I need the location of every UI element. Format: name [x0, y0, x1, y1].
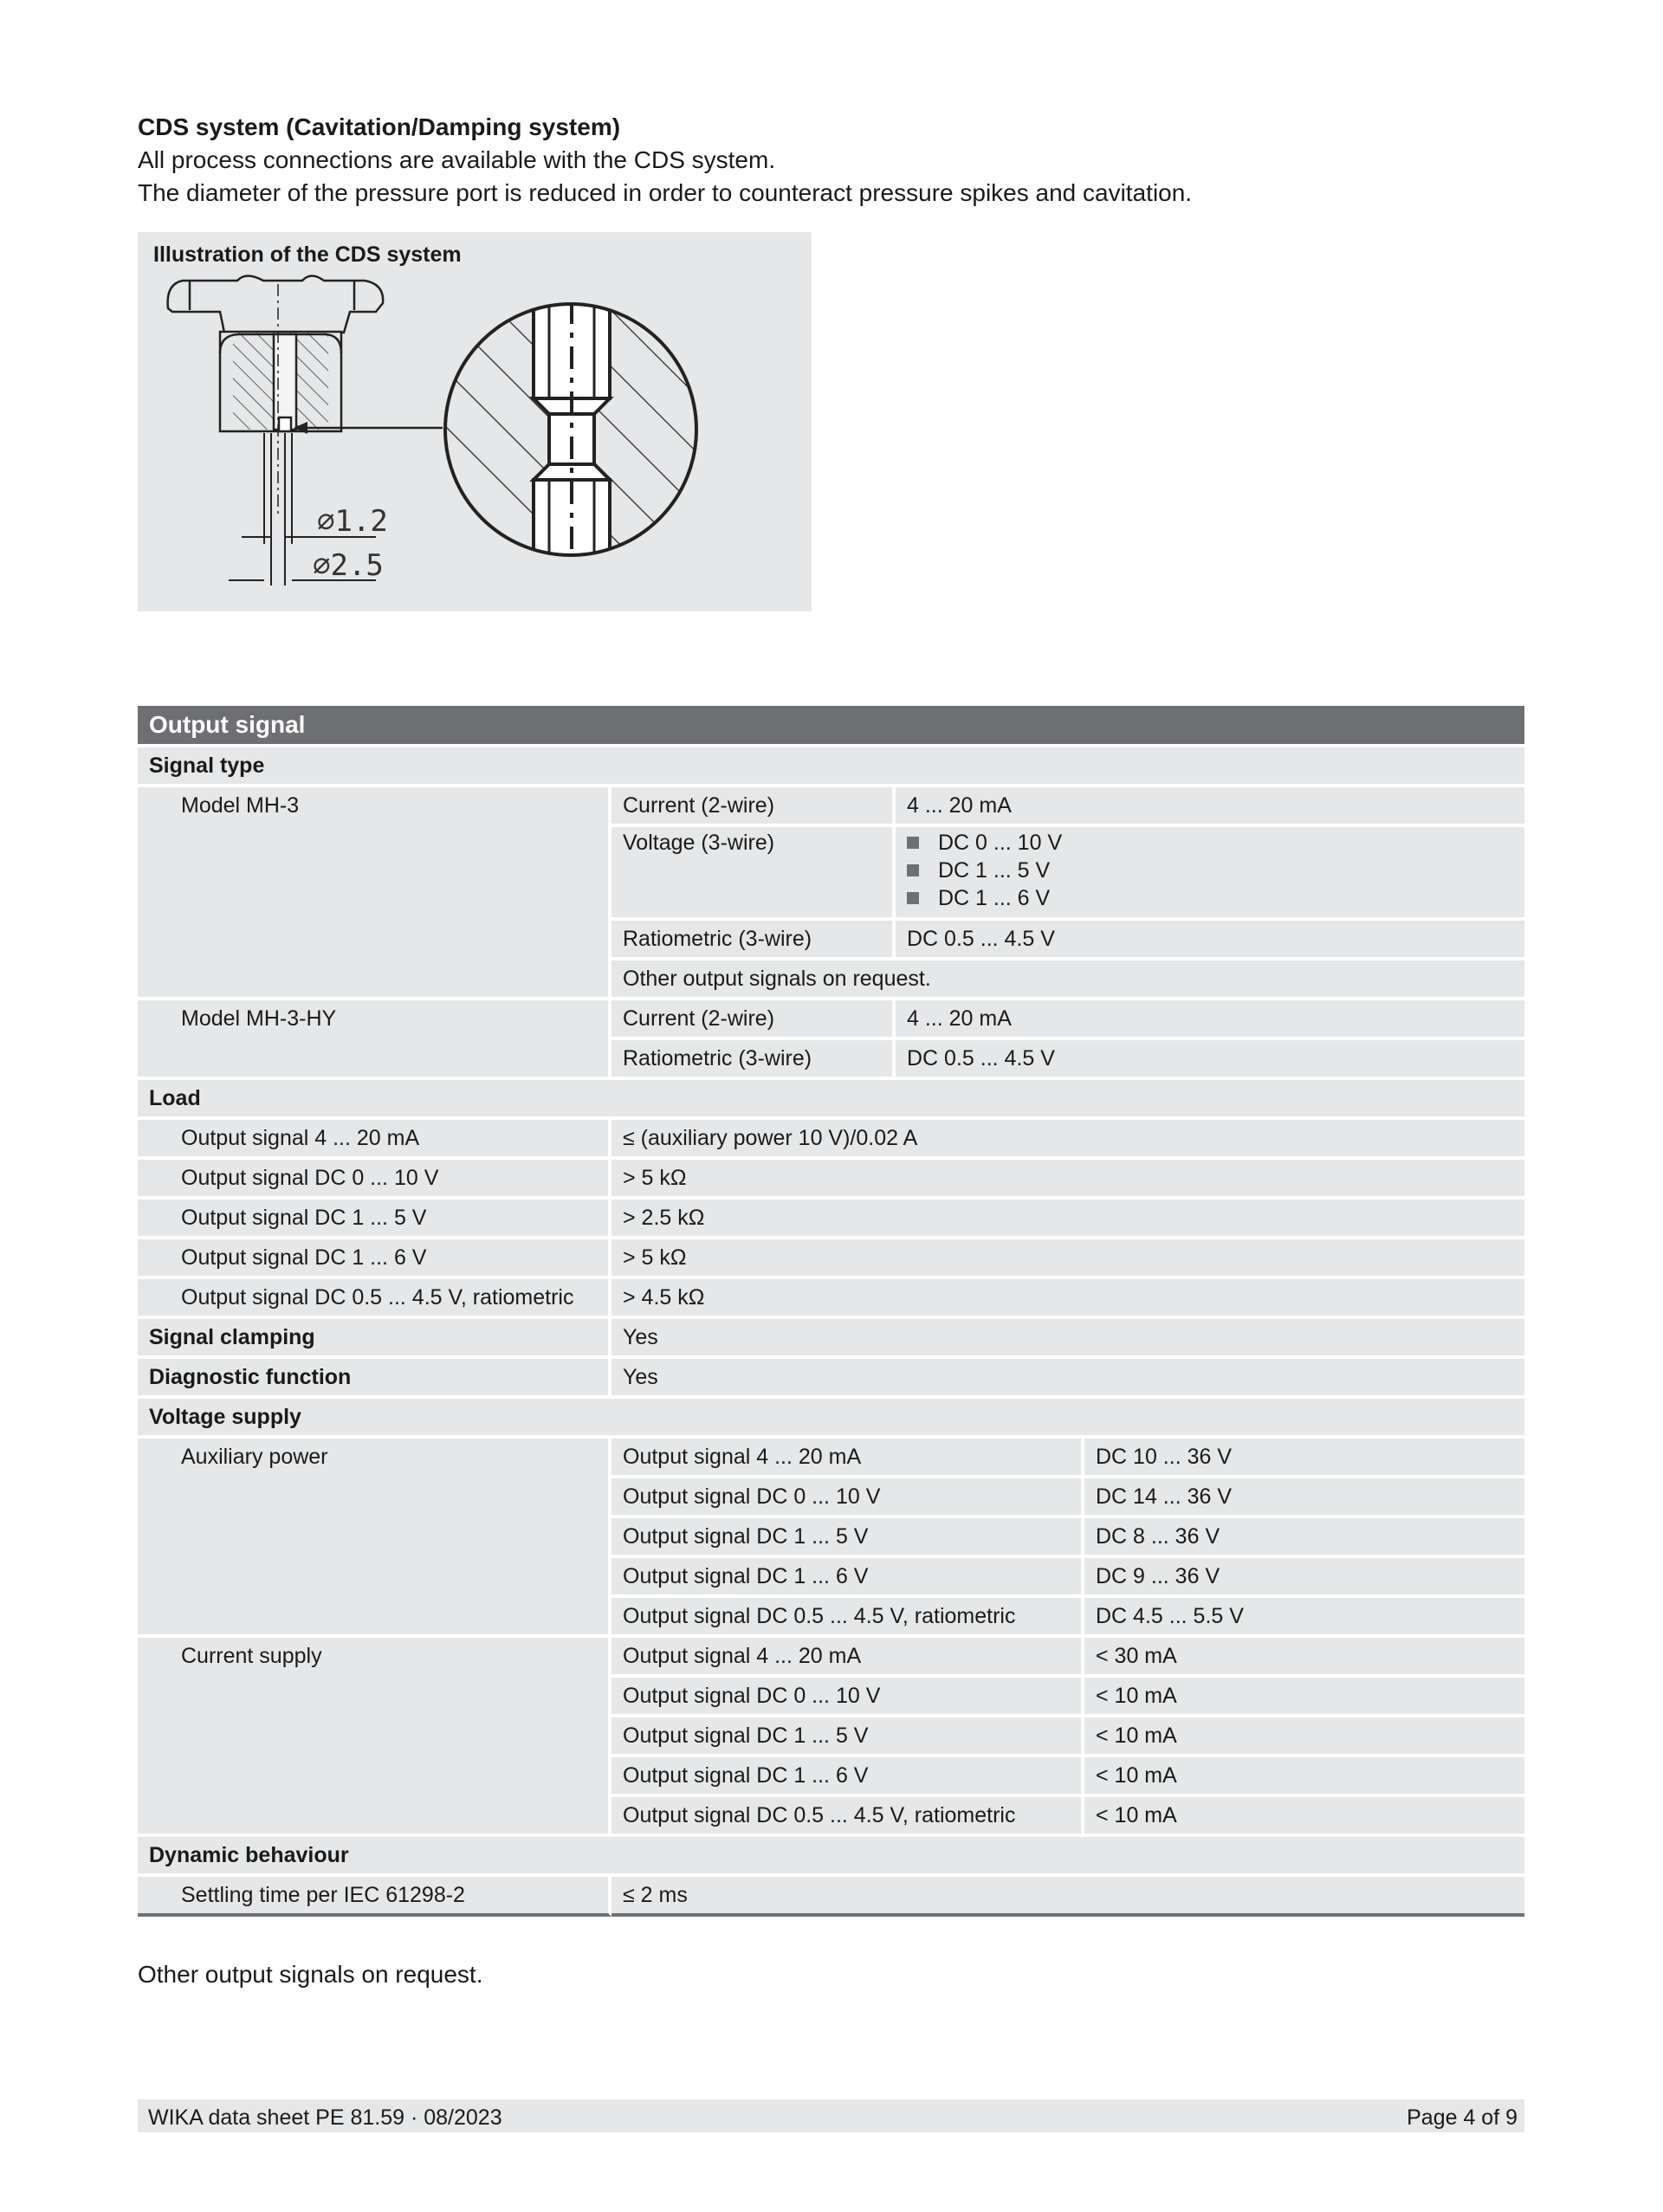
other-signals-note: Other output signals on request. [611, 960, 1524, 997]
table-row [138, 747, 1524, 784]
signal-value: 4 ... 20 mA [896, 1000, 1524, 1037]
cds-illustration [138, 232, 812, 611]
cds-drawing [138, 232, 812, 611]
row-label: Output signal DC 1 ... 6 V [138, 1239, 611, 1276]
dimension-small: ⌀1.2 [317, 504, 388, 539]
row-value: ≤ 2 ms [611, 1877, 1524, 1917]
row-label: Output signal 4 ... 20 mA [138, 1120, 611, 1156]
section-label: Signal clamping [138, 1319, 611, 1355]
bullet-square-icon [907, 837, 919, 849]
row-label: Auxiliary power [138, 1439, 611, 1634]
row-value: < 10 mA [1084, 1678, 1524, 1714]
bullet-square-icon [907, 864, 919, 876]
row-value: > 4.5 kΩ [611, 1279, 1524, 1316]
output-signal-table [138, 702, 1524, 1920]
table-row [138, 1877, 1524, 1917]
signal-kind: Output signal 4 ... 20 mA [611, 1439, 1084, 1475]
row-value: ≤ (auxiliary power 10 V)/0.02 A [611, 1120, 1524, 1156]
table-row [138, 1000, 1524, 1037]
figure-title: Illustration of the CDS system [153, 243, 462, 267]
signal-kind: Ratiometric (3-wire) [611, 1040, 896, 1077]
row-value: DC 4.5 ... 5.5 V [1084, 1598, 1524, 1634]
intro-text: The diameter of the pressure port is reduced in order to counteract pressure spikes and cavitation. [138, 179, 1193, 206]
section-label: Voltage supply [138, 1399, 1524, 1435]
table-row [138, 1319, 1524, 1355]
list-item: DC 1 ... 5 V [907, 857, 1513, 884]
section-label: Load [138, 1080, 1524, 1116]
port-body [220, 332, 341, 431]
intro-section [138, 111, 1524, 210]
table-row [138, 1399, 1524, 1435]
table-row [138, 1120, 1524, 1156]
table-header: Output signal [138, 706, 1524, 744]
table-row [138, 1200, 1524, 1236]
row-label: Output signal DC 0.5 ... 4.5 V, ratiometric [138, 1279, 611, 1316]
table-row [138, 1359, 1524, 1395]
signal-kind: Output signal DC 1 ... 6 V [611, 1558, 1084, 1594]
voltage-options [896, 827, 1524, 917]
intro-text: All process connections are available with the CDS system. [138, 146, 776, 173]
row-value: Yes [611, 1359, 1524, 1395]
table-row [138, 1080, 1524, 1116]
model-label: Model MH-3 [138, 787, 611, 997]
footnote: Other output signals on request. [138, 1961, 483, 1988]
row-value: > 5 kΩ [611, 1160, 1524, 1196]
table-row [138, 1160, 1524, 1196]
row-value: < 30 mA [1084, 1638, 1524, 1674]
page-number: Page 4 of 9 [1407, 2105, 1517, 2130]
signal-kind: Output signal DC 0.5 ... 4.5 V, ratiometric [611, 1598, 1084, 1634]
row-label: Output signal DC 1 ... 5 V [138, 1200, 611, 1236]
signal-kind: Output signal 4 ... 20 mA [611, 1638, 1084, 1674]
signal-kind: Ratiometric (3-wire) [611, 921, 896, 957]
signal-kind: Output signal DC 0.5 ... 4.5 V, ratiometric [611, 1797, 1084, 1834]
row-value: DC 14 ... 36 V [1084, 1478, 1524, 1515]
signal-value: 4 ... 20 mA [896, 787, 1524, 824]
section-title: CDS system (Cavitation/Damping system) [138, 113, 621, 140]
signal-value: DC 0.5 ... 4.5 V [896, 921, 1524, 957]
table-row [138, 1279, 1524, 1316]
section-label: Signal type [138, 747, 1524, 784]
signal-kind: Output signal DC 0 ... 10 V [611, 1678, 1084, 1714]
signal-kind: Output signal DC 1 ... 5 V [611, 1518, 1084, 1555]
signal-kind: Current (2-wire) [611, 787, 896, 824]
table-row [138, 787, 1524, 824]
table-header-row [138, 706, 1524, 744]
row-value: DC 8 ... 36 V [1084, 1518, 1524, 1555]
row-value: < 10 mA [1084, 1797, 1524, 1834]
row-label: Current supply [138, 1638, 611, 1834]
list-item: DC 0 ... 10 V [907, 829, 1513, 857]
row-value: DC 10 ... 36 V [1084, 1439, 1524, 1475]
row-value: < 10 mA [1084, 1757, 1524, 1794]
signal-kind: Voltage (3-wire) [611, 827, 896, 917]
table-row [138, 1239, 1524, 1276]
bullet-square-icon [907, 892, 919, 904]
datasheet-reference: WIKA data sheet PE 81.59 · 08/2023 [148, 2105, 502, 2130]
section-label: Diagnostic function [138, 1359, 611, 1395]
row-value: < 10 mA [1084, 1717, 1524, 1754]
signal-value: DC 0.5 ... 4.5 V [896, 1040, 1524, 1077]
dimension-large: ⌀2.5 [313, 548, 384, 583]
page-footer [138, 2099, 1524, 2132]
table-row [138, 1837, 1524, 1873]
table-row [138, 1638, 1524, 1674]
row-value: > 2.5 kΩ [611, 1200, 1524, 1236]
nut-outline [168, 276, 384, 333]
section-label: Dynamic behaviour [138, 1837, 1524, 1873]
row-value: > 5 kΩ [611, 1239, 1524, 1276]
list-item: DC 1 ... 6 V [907, 884, 1513, 912]
row-label: Settling time per IEC 61298-2 [138, 1877, 611, 1917]
row-value: DC 9 ... 36 V [1084, 1558, 1524, 1594]
signal-kind: Current (2-wire) [611, 1000, 896, 1037]
signal-kind: Output signal DC 0 ... 10 V [611, 1478, 1084, 1515]
table-row [138, 1439, 1524, 1475]
signal-kind: Output signal DC 1 ... 6 V [611, 1757, 1084, 1794]
row-label: Output signal DC 0 ... 10 V [138, 1160, 611, 1196]
signal-kind: Output signal DC 1 ... 5 V [611, 1717, 1084, 1754]
model-label: Model MH-3-HY [138, 1000, 611, 1077]
row-value: Yes [611, 1319, 1524, 1355]
